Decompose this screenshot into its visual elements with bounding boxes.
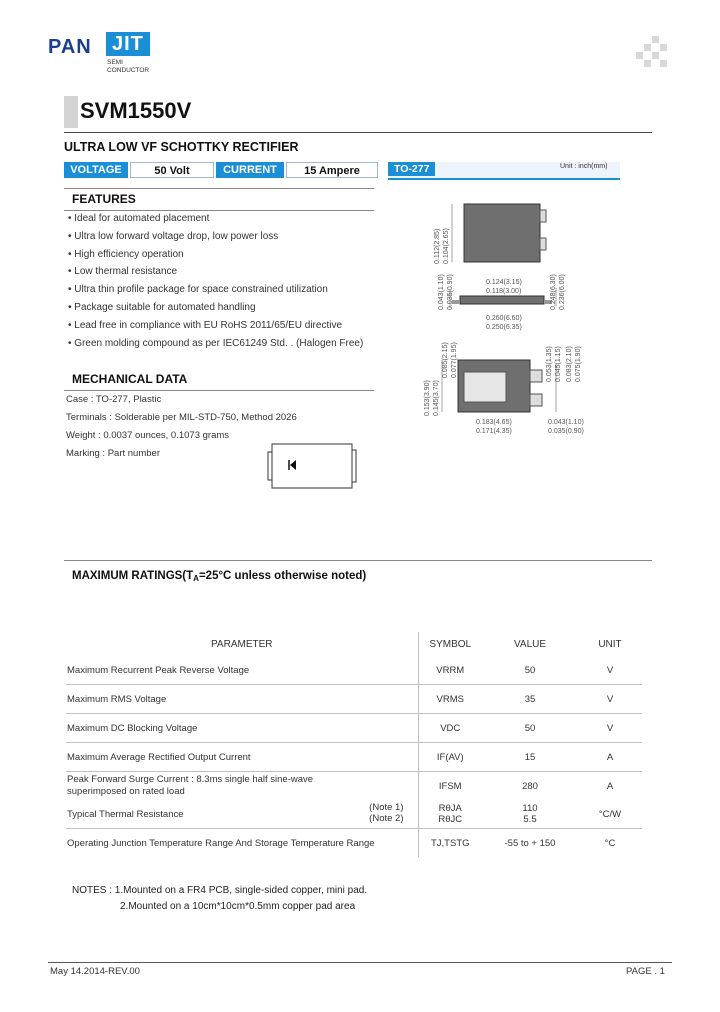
mechanical-item: Weight : 0.0037 ounces, 0.1073 grams [66,430,230,441]
unit-cell: °C [578,829,642,858]
dim-top-v2: 0.104(2.65) [443,228,450,264]
ratings-divider [64,560,652,561]
feature-item: • Green molding compound as per IEC61249 Std. . (Halogen Free) [68,337,364,349]
value-cell: 15 [482,743,578,772]
param-cell [66,772,418,801]
features-heading: FEATURES [72,192,136,206]
max-ratings-heading-sub: A [193,574,199,583]
features-top-rule [64,188,374,189]
note-2: 2.Mounted on a 10cm*10cm*0.5mm copper pad area [120,901,356,912]
thermal-symbol2: RθJC [438,814,463,825]
features-bottom-rule [64,210,374,211]
dim-bot-left3: 0.153(3.90) [424,380,431,416]
page-title: SVM1550V [80,98,192,123]
package-label: TO-277 [388,162,435,176]
max-ratings-table [66,632,642,857]
feature-item: • Ideal for automated placement [68,213,210,224]
symbol-cell [418,800,482,829]
current-label: CURRENT [216,162,284,178]
unit-cell: V [578,714,642,743]
logo-sub-line1: SEMI [107,59,123,66]
surge-line2: superimposed on rated load [67,786,185,797]
param-cell [66,800,418,829]
unit-label: Unit : inch(mm) [560,163,608,170]
unit-cell: °C/W [598,808,622,820]
symbol-cell: TJ,TSTG [418,829,482,858]
logo-pan: PAN [48,36,92,58]
corner-decoration-icon [636,36,668,68]
max-ratings-heading-a: MAXIMUM RATINGS(T [72,570,194,582]
dim-bot-r1: 0.053(1.35) [546,346,553,382]
feature-item: • Ultra low forward voltage drop, low power loss [68,230,279,242]
thermal-param: Typical Thermal Resistance [67,808,184,820]
symbol-cell: IF(AV) [418,743,482,772]
title-divider [64,132,652,133]
col-symbol: SYMBOL [418,632,482,656]
logo-jit: JIT [106,32,150,56]
dim-bot-left4: 0.145(3.70) [433,380,440,416]
symbol-cell: VRMS [418,685,482,714]
dim-bot-r4: 0.075(1.90) [575,346,582,382]
dim-bot-pin2: 0.035(0.90) [548,428,584,435]
title-accent [64,96,78,128]
dim-side-inner [486,278,522,296]
value-cell: 50 [482,714,578,743]
feature-item: • High efficiency operation [68,248,184,260]
thermal-notes [369,802,403,824]
dim-bot-left1: 0.085(2.15) [442,342,449,378]
dim-side-v1: 0.043(1.10) [438,274,445,310]
dim-total-w [486,314,522,332]
param-cell: Maximum Average Rectified Output Current [66,743,418,772]
unit-cell: A [578,743,642,772]
page-subtitle: ULTRA LOW VF SCHOTTKY RECTIFIER [64,140,299,154]
symbol-cell: IFSM [418,772,482,801]
dim-bot-w [476,418,512,436]
marking-diagram [266,440,358,492]
dim-bot-pin [548,418,584,436]
dim-side-v2: 0.035(0.90) [447,274,454,310]
value-cell: 35 [482,685,578,714]
footer-rule [48,962,672,963]
dim-bot-r2: 0.045(1.15) [555,346,562,382]
max-ratings-heading-b: =25°C unless otherwise noted) [198,570,367,582]
symbol-cell: VDC [418,714,482,743]
dim-bot-w2: 0.171(4.35) [476,428,512,435]
mechanical-item: Case : TO-277, Plastic [66,394,162,405]
footer-date: May 14.2014-REV.00 [50,966,140,977]
param-cell: Maximum Recurrent Peak Reverse Voltage [67,664,250,676]
voltage-value: 50 Volt [130,162,214,178]
feature-item: • Package suitable for automated handling [68,302,256,313]
note-1: NOTES : 1.Mounted on a FR4 PCB, single-sided copper, mini pad. [72,885,368,896]
table-row [66,685,642,714]
thermal-note2: (Note 2) [369,813,404,824]
logo-sub-line2: CONDUCTOR [107,67,150,74]
dim-side-w1: 0.248(6.30) [550,274,557,310]
logo-subtitle [107,59,149,75]
unit-cell: V [606,664,614,676]
dim-bot-r3: 0.083(2.10) [566,346,573,382]
unit-cell: A [578,772,642,801]
dim-side-inner1: 0.124(3.15) [486,279,522,286]
table-row [66,829,642,858]
col-unit: UNIT [598,638,622,650]
param-cell: Operating Junction Temperature Range And Storage Temperature Range [66,829,418,858]
mechanical-rule [64,390,374,391]
table-row [66,772,642,801]
feature-item: • Ultra thin profile package for space constrained utilization [68,284,328,296]
dim-side-w2: 0.236(6.00) [559,274,566,310]
value-cell: -55 to + 150 [482,829,578,858]
col-value: VALUE [513,638,547,650]
thermal-note1: (Note 1) [369,802,404,813]
table-header-row [66,632,642,656]
max-ratings-heading [72,570,366,583]
col-parameter: PARAMETER [211,638,273,650]
feature-item: • Lead free in compliance with EU RoHS 2011/65/EU directive [68,319,343,331]
table-row [66,743,642,772]
dim-bot-pin1: 0.043(1.10) [548,419,584,426]
voltage-label: VOLTAGE [64,162,128,178]
surge-line1: Peak Forward Surge Current : 8.3ms single half sine-wave [67,774,314,785]
value-cell [482,800,578,829]
dim-bot-left2: 0.077(1.95) [451,342,458,378]
table-row [66,800,642,829]
table-row [66,714,642,743]
mechanical-heading: MECHANICAL DATA [72,372,188,386]
dim-bot-w1: 0.183(4.65) [476,419,512,426]
param-cell: Maximum DC Blocking Voltage [66,714,418,743]
dim-total-w2: 0.250(6.35) [486,324,522,331]
param-cell: Maximum RMS Voltage [66,685,418,714]
unit-cell: V [578,685,642,714]
thermal-value1: 110 [522,803,538,814]
feature-item: • Low thermal resistance [68,266,178,278]
current-value: 15 Ampere [286,162,378,178]
mechanical-item: Marking : Part number [66,448,160,459]
mechanical-item: Terminals : Solderable per MIL-STD-750, Method 2026 [66,412,297,423]
footer-page: PAGE . 1 [626,966,665,977]
value-cell: 280 [482,772,578,801]
dim-side-inner2: 0.118(3.00) [486,288,522,295]
thermal-symbol1: RθJA [438,803,462,814]
symbol-cell: VRRM [418,656,482,685]
thermal-value2: 5.5 [523,814,537,825]
value-cell: 50 [524,664,536,676]
dim-total-w1: 0.260(6.60) [486,315,522,322]
dim-top-v1: 0.112(2.85) [434,228,441,264]
table-row [66,656,642,685]
